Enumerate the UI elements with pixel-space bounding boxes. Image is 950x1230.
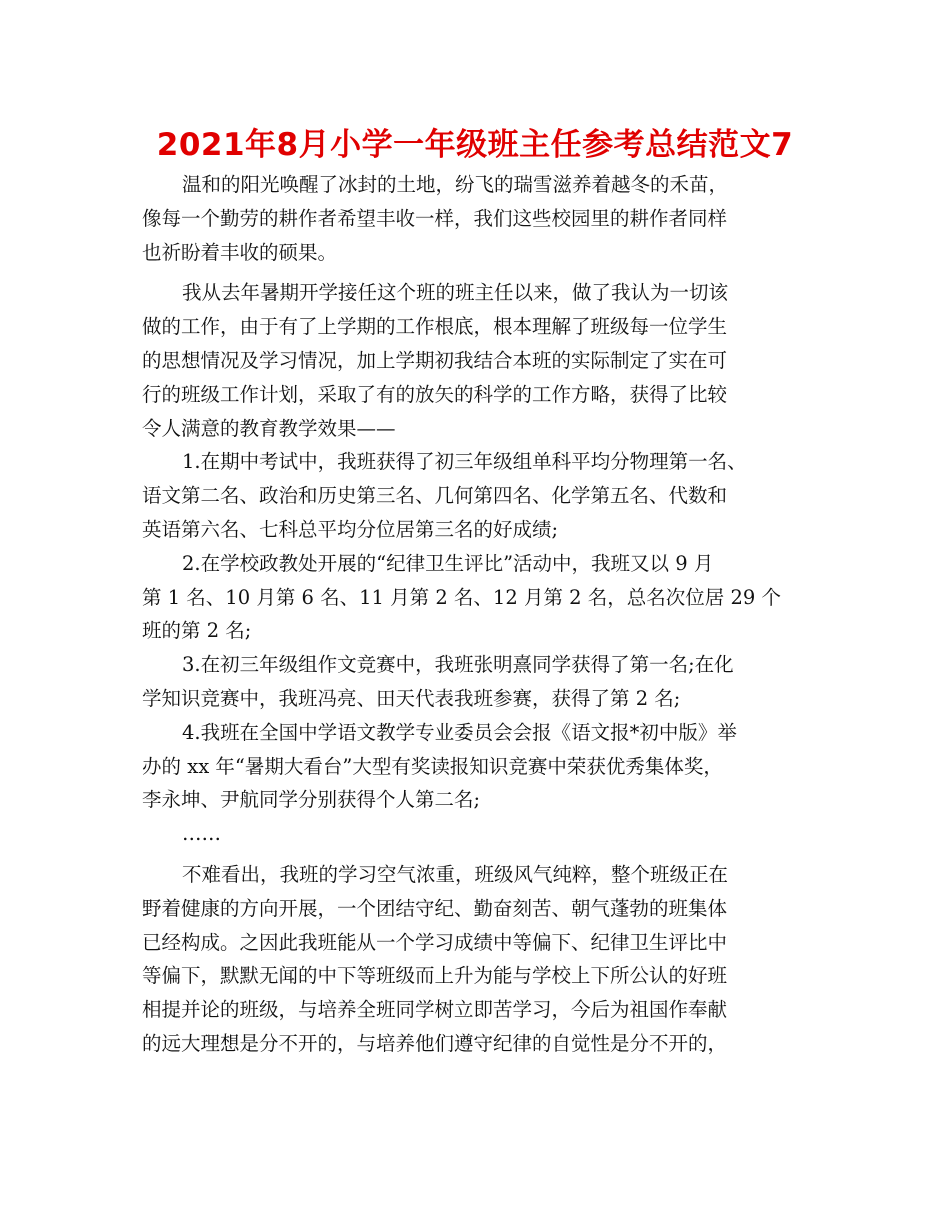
text-line: 办的 xx 年“暑期大看台”大型有奖读报知识竞赛中荣获优秀集体奖， [142,754,723,778]
text-line: 野着健康的方向开展，一个团结守纪、勤奋刻苦、朝气蓬勃的班集体 [142,896,728,920]
text-line: 4.我班在全国中学语文教学专业委员会会报《语文报*初中版》举 [182,720,737,744]
text-line: 做的工作，由于有了上学期的工作根底，根本理解了班级每一位学生 [142,315,728,339]
text-line: 班的第 2 名; [142,619,252,643]
document-body [142,168,812,1061]
text-line: 语文第二名、政治和历史第三名、几何第四名、化学第五名、代数和 [142,484,728,508]
text-line: 令人满意的教育教学效果—— [142,416,396,440]
document-title: 2021年8月小学一年级班主任参考总结范文7 [156,127,794,163]
text-line: 已经构成。之因此我班能从一个学习成绩中等偏下、纪律卫生评比中 [142,930,728,954]
paragraph-gap [142,269,812,276]
text-line: 不难看出，我班的学习空气浓重，班级风气纯粹，整个班级正在 [182,862,729,886]
text-line: 行的班级工作计划，采取了有的放矢的科学的工作方略，获得了比较 [142,382,728,406]
text-line: 3.在初三年级组作文竞赛中，我班张明熹同学获得了第一名;在化 [182,653,734,677]
text-line: 的思想情况及学习情况，加上学期初我结合本班的实际制定了实在可 [142,348,728,372]
text-line: 1.在期中考试中，我班获得了初三年级组单科平均分物理第一名、 [182,450,747,474]
text-line: 英语第六名、七科总平均分位居第三名的好成绩; [142,517,559,541]
text-line: 学知识竞赛中，我班冯亮、田天代表我班参赛，获得了第 2 名; [142,686,681,710]
text-line: 第 1 名、10 月第 6 名、11 月第 2 名、12 月第 2 名，总名次位居 29 个 [142,585,781,609]
paragraph-gap [142,851,812,858]
text-line: 像每一个勤劳的耕作者希望丰收一样，我们这些校园里的耕作者同样 [142,206,728,230]
text-line: …… [182,822,221,846]
text-line: 相提并论的班级，与培养全班同学树立即苦学习，今后为祖国作奉献 [142,998,728,1022]
text-line: 的远大理想是分不开的，与培养他们遵守纪律的自觉性是分不开的， [142,1031,728,1055]
text-line: 我从去年暑期开学接任这个班的班主任以来，做了我认为一切该 [182,281,729,305]
text-line: 温和的阳光唤醒了冰封的土地，纷飞的瑞雪滋养着越冬的禾苗， [182,173,729,196]
text-line: 2.在学校政教处开展的“纪律卫生评比”活动中，我班又以 9 月 [182,551,714,575]
text-line: 李永坤、尹航同学分别获得个人第二名; [142,788,481,812]
text-line: 等偏下，默默无闻的中下等班级而上升为能与学校上下所公认的好班 [142,964,728,988]
text-line: 也祈盼着丰收的硕果。 [142,240,338,264]
